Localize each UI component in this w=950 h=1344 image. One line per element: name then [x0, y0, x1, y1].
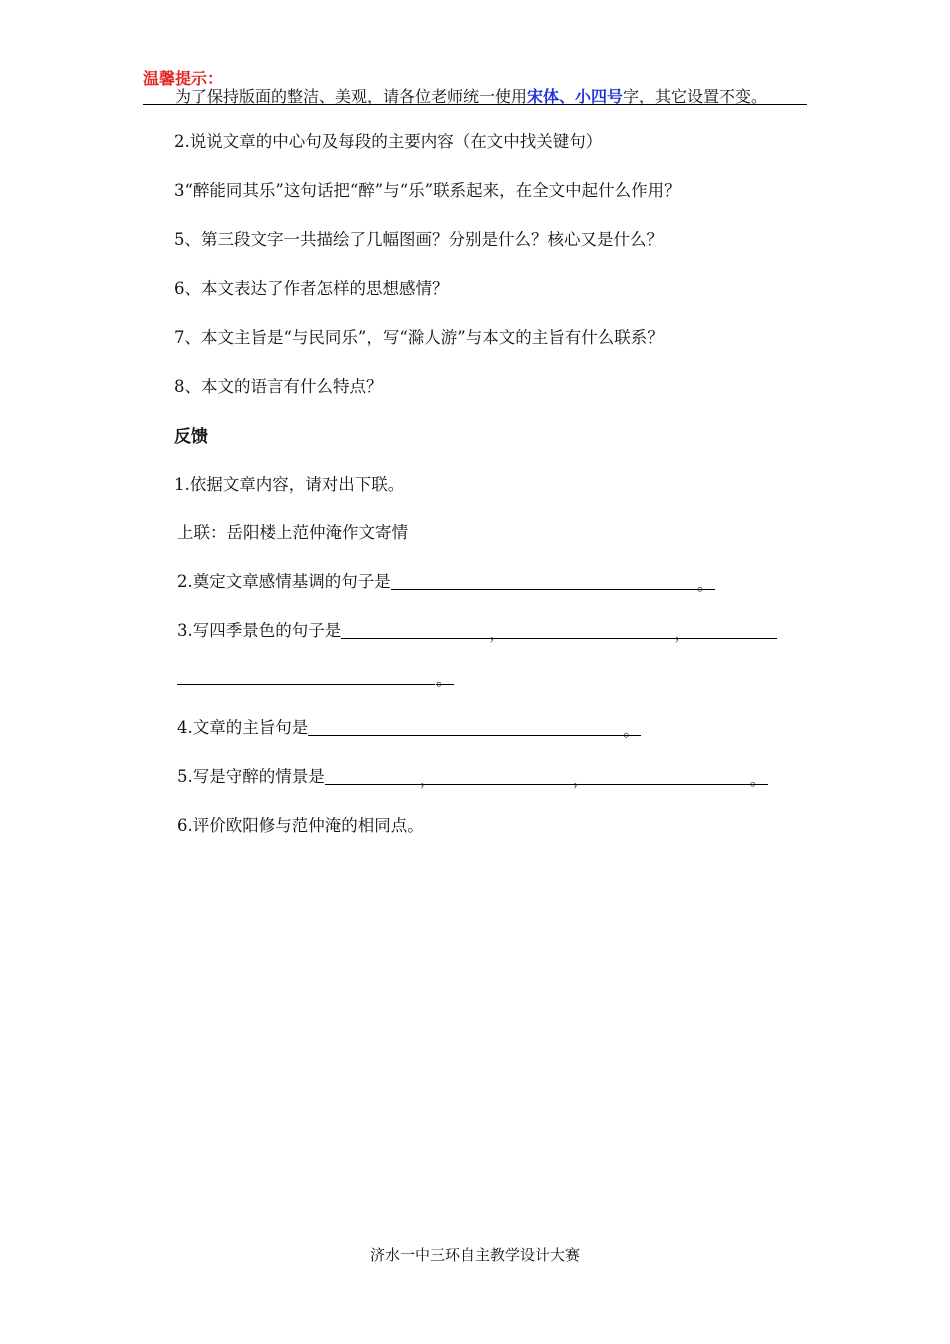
feedback-item-1: 1.依据文章内容，请对出下联。	[174, 475, 405, 494]
couplet-upper-line: 上联：岳阳楼上范仲淹作文寄情	[177, 523, 408, 542]
feedback-item-3	[177, 617, 777, 641]
hint-text-2: 字，其它设置不变。	[623, 87, 768, 106]
feedback-item-3-label: 3.写四季景色的句子是	[177, 621, 342, 640]
answer-blank[interactable]	[437, 766, 573, 785]
feedback-title: 反馈	[174, 427, 208, 447]
comma-mark: ，	[674, 620, 691, 639]
comma-mark: ，	[420, 766, 437, 785]
question-8: 8、本文的语言有什么特点？	[174, 377, 383, 396]
feedback-item-5-label: 5.写是守醉的情景是	[177, 767, 325, 786]
answer-blank[interactable]	[341, 620, 489, 639]
feedback-item-2	[177, 568, 715, 592]
question-5: 5、第三段文字一共描绘了几幅图画？分别是什么？核心又是什么？	[174, 230, 663, 249]
question-3: 3“醉能同其乐”这句话把“醉”与“乐”联系起来，在全文中起什么作用？	[174, 181, 681, 200]
hint-text-1: 为了保持版面的整洁、美观，请各位老师统一使用	[175, 87, 528, 106]
period-mark: 。	[750, 766, 768, 785]
header-rule	[143, 104, 807, 105]
answer-blank[interactable]	[590, 766, 750, 785]
answer-blank[interactable]	[506, 620, 674, 639]
feedback-item-6: 6.评价欧阳修与范仲淹的相同点。	[177, 816, 424, 835]
comma-mark: ，	[573, 766, 590, 785]
feedback-item-4-label: 4.文章的主旨句是	[177, 718, 309, 737]
question-2: 2.说说文章的中心句及每段的主要内容（在文中找关键句）	[174, 132, 603, 151]
period-mark: 。	[697, 571, 715, 590]
hint-title: 温馨提示：	[143, 69, 224, 88]
answer-blank-continuation[interactable]	[177, 684, 435, 685]
period-mark: 。	[436, 666, 454, 685]
feedback-item-4	[177, 714, 641, 738]
period-mark: 。	[623, 717, 641, 736]
feedback-item-5	[177, 763, 768, 787]
comma-mark: ，	[489, 620, 506, 639]
page-footer: 济水一中三环自主教学设计大赛	[369, 1246, 580, 1264]
hint-font-spec: 宋体、小四号	[527, 87, 624, 106]
question-6: 6、本文表达了作者怎样的思想感情？	[174, 279, 449, 298]
question-7: 7、本文主旨是“与民同乐”，写“滁人游”与本文的主旨有什么联系？	[174, 328, 664, 347]
answer-blank[interactable]	[391, 571, 697, 590]
answer-blank[interactable]	[325, 766, 420, 785]
answer-blank[interactable]	[308, 717, 623, 736]
feedback-item-2-label: 2.奠定文章感情基调的句子是	[177, 572, 391, 591]
answer-blank[interactable]	[691, 620, 777, 639]
